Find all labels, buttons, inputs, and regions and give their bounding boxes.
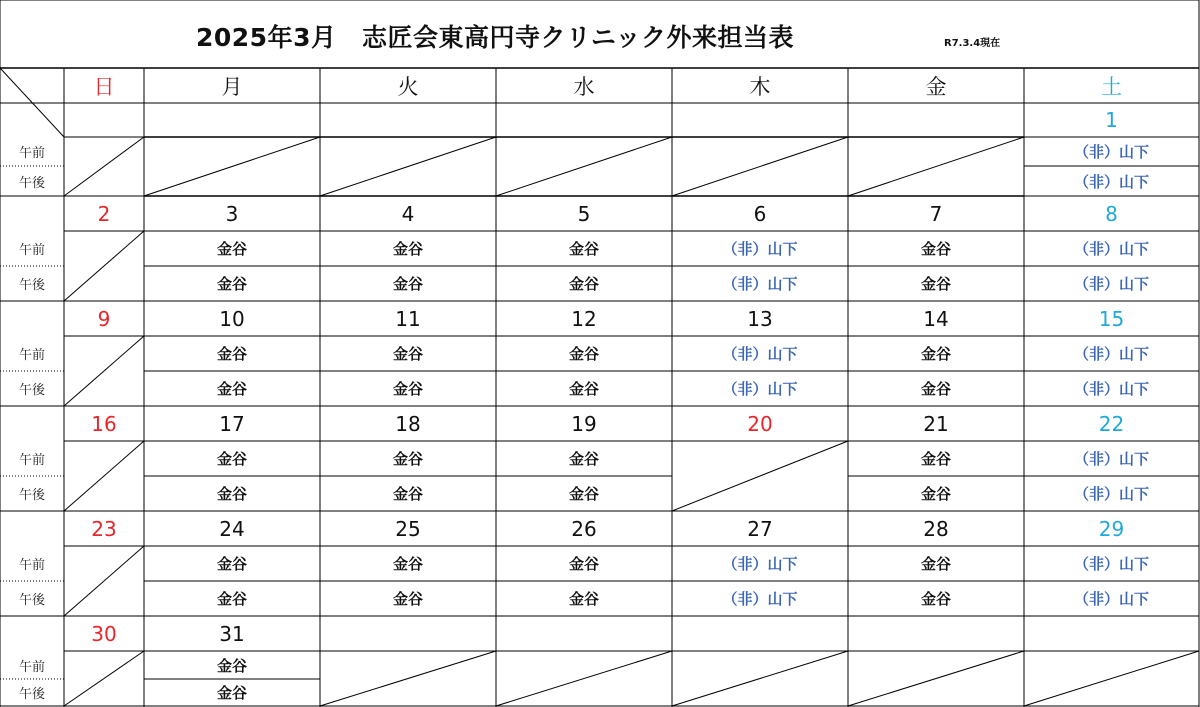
am-doctor: （非）山下 (722, 555, 798, 573)
pm-doctor: （非）山下 (1073, 485, 1149, 503)
day-number: 7 (929, 201, 943, 226)
row-label-am: 午前 (18, 453, 45, 468)
am-doctor: 金谷 (216, 240, 247, 258)
pm-doctor: （非）山下 (722, 590, 798, 608)
closed-diagonal (64, 336, 144, 406)
pm-doctor: 金谷 (920, 380, 951, 398)
day-number: 12 (571, 306, 597, 331)
row-label-am: 午前 (18, 146, 45, 161)
pm-doctor: 金谷 (392, 590, 423, 608)
closed-diagonal (320, 137, 496, 196)
pm-doctor: 金谷 (216, 275, 247, 293)
closed-diagonal (144, 137, 320, 196)
am-doctor: （非）山下 (1073, 555, 1149, 573)
am-doctor: 金谷 (568, 555, 599, 573)
am-doctor: 金谷 (392, 450, 423, 468)
day-number: 27 (747, 516, 773, 541)
pm-doctor: 金谷 (568, 275, 599, 293)
pm-doctor: 金谷 (920, 590, 951, 608)
pm-doctor: 金谷 (216, 485, 247, 503)
row-label-pm: 午後 (18, 383, 45, 398)
am-doctor: 金谷 (216, 345, 247, 363)
day-number: 11 (395, 306, 421, 331)
row-label-am: 午前 (18, 558, 45, 573)
row-label-pm: 午後 (18, 687, 45, 702)
closed-diagonal (64, 231, 144, 301)
day-number: 30 (91, 621, 117, 646)
day-number: 31 (219, 621, 245, 646)
closed-diagonal (64, 441, 144, 511)
am-doctor: （非）山下 (722, 345, 798, 363)
pm-doctor: 金谷 (392, 275, 423, 293)
pm-doctor: （非）山下 (722, 275, 798, 293)
closed-diagonal (496, 651, 672, 706)
pm-doctor: 金谷 (920, 485, 951, 503)
row-label-am: 午前 (18, 659, 45, 675)
row-label-am: 午前 (18, 243, 45, 258)
pm-doctor: （非）山下 (1073, 275, 1149, 293)
pm-doctor: 金谷 (920, 275, 951, 293)
day-number: 3 (225, 201, 239, 226)
day-number: 17 (219, 411, 245, 436)
day-number: 15 (1098, 306, 1125, 331)
row-label-pm: 午後 (18, 488, 45, 503)
am-doctor: 金谷 (920, 240, 951, 258)
am-doctor: 金谷 (216, 450, 247, 468)
day-number: 16 (91, 411, 117, 436)
day-number: 21 (923, 411, 949, 436)
closed-diagonal (64, 546, 144, 616)
weekday-header: 土 (1101, 74, 1122, 99)
closed-diagonal (320, 651, 496, 706)
day-number: 6 (753, 201, 767, 226)
closed-diagonal (672, 651, 848, 706)
pm-doctor: 金谷 (392, 485, 423, 503)
corner-diagonal (0, 68, 64, 137)
day-number: 9 (97, 306, 111, 331)
closed-diagonal (672, 137, 848, 196)
pm-doctor: 金谷 (568, 590, 599, 608)
weekday-header: 金 (925, 74, 947, 99)
closed-diagonal (1024, 651, 1199, 706)
pm-doctor: （非）山下 (1073, 172, 1149, 191)
day-number: 14 (923, 306, 949, 331)
row-label-am: 午前 (18, 348, 45, 363)
closed-diagonal (64, 651, 144, 706)
day-number: 20 (747, 411, 773, 436)
row-label-pm: 午後 (18, 278, 45, 293)
closed-diagonal (848, 137, 1024, 196)
pm-doctor: （非）山下 (722, 380, 798, 398)
row-label-pm: 午後 (18, 175, 45, 191)
day-number: 2 (97, 201, 111, 226)
weekday-header: 火 (397, 74, 419, 99)
day-number: 28 (923, 516, 949, 541)
day-number: 22 (1098, 411, 1125, 436)
pm-doctor: （非）山下 (1073, 380, 1149, 398)
page-title: 2025年3月 志匠会東高円寺クリニック外来担当表 (196, 23, 794, 52)
day-number: 25 (395, 516, 421, 541)
pm-doctor: 金谷 (568, 485, 599, 503)
am-doctor: 金谷 (216, 656, 247, 675)
day-number: 5 (577, 201, 591, 226)
pm-doctor: 金谷 (216, 380, 247, 398)
am-doctor: （非）山下 (722, 240, 798, 258)
day-number: 24 (219, 516, 245, 541)
am-doctor: 金谷 (392, 240, 423, 258)
weekday-header: 日 (93, 74, 115, 99)
day-number: 10 (219, 306, 245, 331)
row-label-pm: 午後 (18, 593, 45, 608)
am-doctor: 金谷 (392, 345, 423, 363)
am-doctor: 金谷 (920, 345, 951, 363)
day-number: 18 (395, 411, 421, 436)
day-number: 1 (1105, 108, 1118, 132)
day-number: 23 (91, 516, 117, 541)
closed-diagonal (496, 137, 672, 196)
weekday-header: 月 (221, 74, 243, 99)
am-doctor: （非）山下 (1073, 450, 1149, 468)
am-doctor: 金谷 (216, 555, 247, 573)
weekday-header: 木 (749, 74, 771, 99)
day-number: 26 (571, 516, 597, 541)
am-doctor: 金谷 (568, 240, 599, 258)
day-number: 4 (401, 201, 415, 226)
day-number: 13 (747, 306, 773, 331)
pm-doctor: 金谷 (392, 380, 423, 398)
am-doctor: 金谷 (920, 450, 951, 468)
closed-diagonal (64, 137, 144, 196)
am-doctor: 金谷 (568, 345, 599, 363)
am-doctor: 金谷 (568, 450, 599, 468)
day-number: 29 (1098, 516, 1125, 541)
title-area (0, 0, 1200, 66)
day-number: 8 (1105, 201, 1118, 226)
am-doctor: （非）山下 (1073, 143, 1149, 161)
day-number: 19 (571, 411, 597, 436)
weekday-header: 水 (573, 74, 595, 99)
am-doctor: （非）山下 (1073, 345, 1149, 363)
am-doctor: 金谷 (392, 555, 423, 573)
pm-doctor: （非）山下 (1073, 590, 1149, 608)
pm-doctor: 金谷 (216, 684, 247, 702)
closed-diagonal (672, 441, 848, 511)
pm-doctor: 金谷 (216, 590, 247, 608)
am-doctor: 金谷 (920, 555, 951, 573)
pm-doctor: 金谷 (568, 380, 599, 398)
am-doctor: （非）山下 (1073, 240, 1149, 258)
as-of-note: R7.3.4現在 (944, 38, 1001, 49)
closed-diagonal (848, 651, 1024, 706)
